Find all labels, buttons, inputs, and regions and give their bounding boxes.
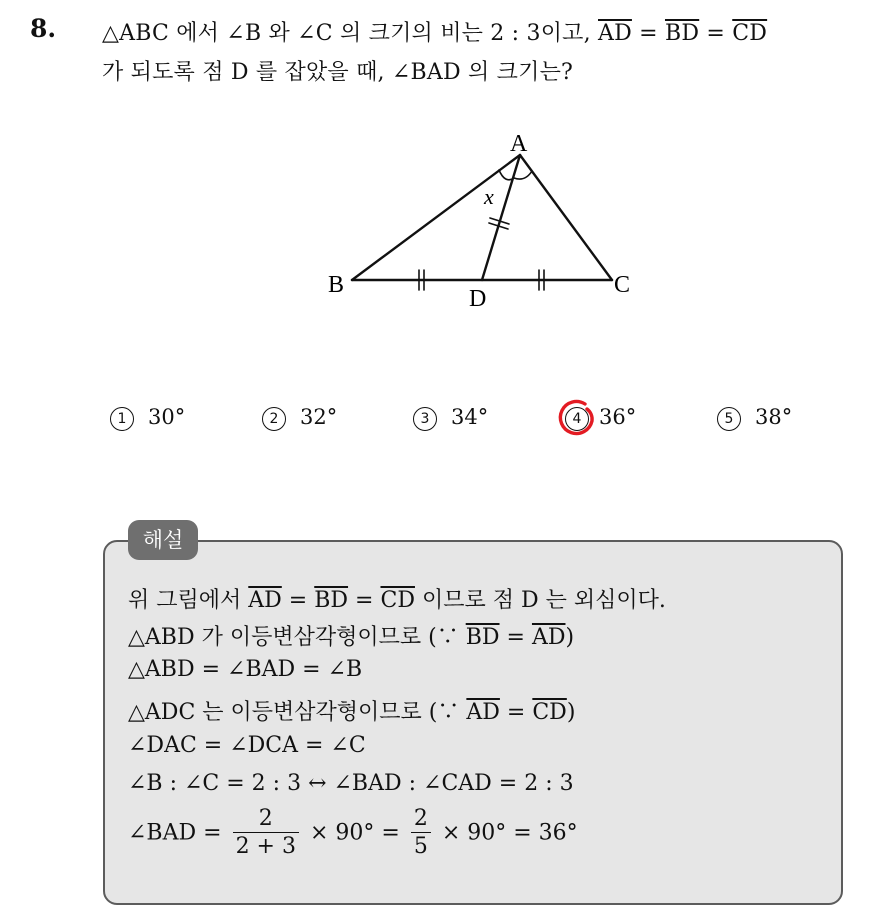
equals-sign: = xyxy=(506,700,526,725)
solution-text: ) xyxy=(566,700,576,725)
side-ab xyxy=(352,155,520,280)
equals-sign: = xyxy=(506,625,525,650)
fraction-2 xyxy=(411,806,431,861)
question-line-2: 가 되도록 점 D 를 잡았을 때, ∠BAD 의 크기는? xyxy=(102,60,574,85)
solution-text: × 90° = 36° xyxy=(441,820,578,846)
choice-1[interactable] xyxy=(110,405,185,431)
side-ac xyxy=(520,155,612,280)
choice-3[interactable] xyxy=(413,405,488,431)
segment-cd: $\overline{CD}$ xyxy=(732,21,768,46)
equals-sign: = xyxy=(706,21,726,46)
segment-bd: $\overline{BD}$ xyxy=(314,588,349,613)
solution-line-7 xyxy=(128,806,578,861)
answer-choices xyxy=(0,405,884,439)
choice-text-1: 30° xyxy=(148,405,186,429)
fraction-denominator: 2 + 3 xyxy=(235,834,296,859)
question-text-a: △ABC 에서 ∠B 와 ∠C 의 크기의 비는 2 : 3이고, xyxy=(102,21,591,46)
solution-line-5: ∠DAC = ∠DCA = ∠C xyxy=(128,733,366,758)
choice-number-1: 1 xyxy=(110,407,134,431)
choice-text-5: 38° xyxy=(755,405,793,429)
segment-cd: $\overline{CD}$ xyxy=(532,700,567,725)
solution-line-3: △ABD = ∠BAD = ∠B xyxy=(128,657,363,682)
choice-2[interactable] xyxy=(262,405,337,431)
solution-text: △ADC 는 이등변삼각형이므로 (∵ xyxy=(128,700,460,725)
equals-sign: = xyxy=(639,21,658,46)
choice-5[interactable] xyxy=(717,405,792,431)
solution-line-2 xyxy=(128,620,574,651)
equals-sign: = xyxy=(288,588,308,613)
segment-ad: $\overline{AD}$ xyxy=(531,625,566,650)
choice-text-3: 34° xyxy=(451,405,489,429)
solution-line-6: ∠B : ∠C = 2 : 3 ↔ ∠BAD : ∠CAD = 2 : 3 xyxy=(128,771,574,796)
label-b: B xyxy=(328,272,345,298)
solution-line-1 xyxy=(128,583,666,614)
solution-text: 이므로 점 D 는 외심이다. xyxy=(421,588,666,613)
fraction-denominator: 5 xyxy=(413,834,428,859)
label-d: D xyxy=(469,286,487,312)
fraction-1 xyxy=(233,806,299,861)
question-number: 8. xyxy=(30,14,57,43)
segment-bd: $\overline{BD}$ xyxy=(465,625,500,650)
fraction-numerator: 2 xyxy=(411,806,431,833)
equals-sign: = xyxy=(355,588,374,613)
solution-text: 위 그림에서 xyxy=(128,588,242,613)
choice-text-2: 32° xyxy=(300,405,338,429)
fraction-numerator: 2 xyxy=(233,806,299,833)
solution-line-4 xyxy=(128,695,575,726)
segment-bd: $\overline{BD}$ xyxy=(664,21,700,46)
angle-label-x: x xyxy=(484,184,494,209)
solution-text: × 90° = xyxy=(309,820,400,846)
solution-text: △ABD 가 이등변삼각형이므로 (∵ xyxy=(128,625,459,650)
solution-text: ∠BAD = xyxy=(128,820,222,846)
angle-arc-cad xyxy=(514,171,532,179)
answer-highlight-circle xyxy=(555,397,599,441)
choice-text-4: 36° xyxy=(599,405,637,429)
label-a: A xyxy=(510,131,528,157)
solution-text: ) xyxy=(565,625,575,650)
triangle-figure xyxy=(0,0,884,400)
segment-ad: $\overline{AD}$ xyxy=(248,588,282,613)
solution-tag: 해설 xyxy=(128,520,198,560)
choice-number-2: 2 xyxy=(262,407,286,431)
choice-number-4: 4 xyxy=(565,407,589,431)
choice-number-3: 3 xyxy=(413,407,437,431)
label-c: C xyxy=(614,272,631,298)
segment-ad: $\overline{AD}$ xyxy=(466,700,500,725)
choice-number-5: 5 xyxy=(717,407,741,431)
segment-cd: $\overline{CD}$ xyxy=(380,588,415,613)
segment-ad: $\overline{AD}$ xyxy=(598,21,632,46)
